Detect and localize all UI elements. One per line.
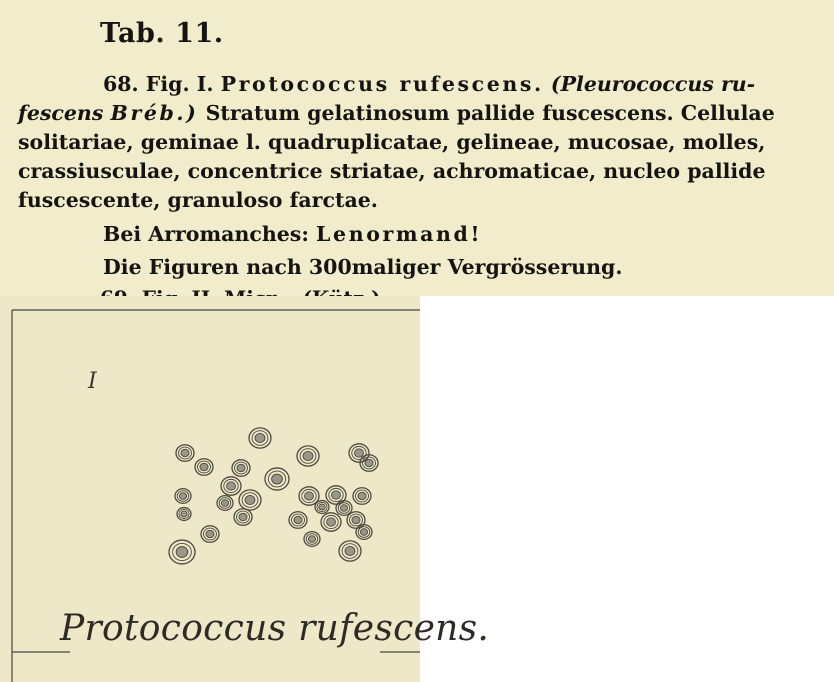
cell-9 (175, 489, 191, 504)
synonym-author: Bréb.) (110, 101, 199, 125)
species-name: Protococcus rufescens. (220, 72, 544, 96)
locality-prefix: Bei Arromanches: (103, 222, 309, 246)
cell-18 (353, 488, 371, 505)
cell-12 (239, 490, 261, 510)
cell-24 (304, 532, 320, 547)
cell-11 (221, 477, 241, 495)
entry-number: 68. Fig. I. (103, 72, 214, 96)
cell-4 (232, 460, 250, 477)
cell-21 (347, 512, 365, 529)
locality-collector: Lenormand! (316, 222, 483, 246)
cell-10 (177, 508, 191, 521)
cell-5 (265, 468, 289, 490)
tab-heading: Tab. 11. (100, 18, 224, 49)
cell-20 (321, 513, 341, 531)
magnification-note: Die Figuren nach 300maliger Vergrösserung. (103, 255, 623, 279)
synonym-end: fescens (18, 101, 104, 125)
cell-2 (176, 445, 194, 462)
entry-line-4: crassiusculae, concentrice striatae, achromaticae, nucleo pallide (18, 159, 766, 183)
plate-caption: Protococcus rufescens. (60, 608, 490, 649)
figure-label: I (88, 369, 97, 394)
cell-26 (169, 540, 195, 564)
entry-line-2 (18, 101, 775, 125)
entry-line-5: fuscescente, granuloso farctae. (18, 188, 378, 212)
cell-22 (336, 501, 352, 516)
cell-14 (234, 509, 252, 526)
locality-line (103, 222, 482, 246)
synonym-start: (Pleurococcus ru- (550, 72, 756, 96)
entry-line-1 (103, 72, 755, 96)
cell-27 (339, 541, 361, 561)
cell-cluster (169, 428, 378, 564)
cell-3 (195, 459, 213, 476)
cell-23 (315, 501, 329, 514)
cell-15 (201, 526, 219, 543)
text-page (0, 0, 834, 296)
cell-25 (356, 525, 372, 540)
cell-17 (326, 486, 346, 504)
cell-13 (217, 496, 233, 511)
cell-8 (360, 455, 378, 472)
entry-line-3: solitariae, geminae l. quadruplicatae, gelineae, mucosae, molles, (18, 130, 766, 154)
cell-7 (349, 444, 369, 462)
botanical-plate (0, 296, 490, 682)
cell-19 (289, 512, 307, 529)
cell-1 (249, 428, 271, 448)
cell-16 (299, 487, 319, 505)
description-start: Stratum gelatinosum pallide fuscescens. Cellulae (205, 101, 775, 125)
cell-6 (297, 446, 319, 466)
